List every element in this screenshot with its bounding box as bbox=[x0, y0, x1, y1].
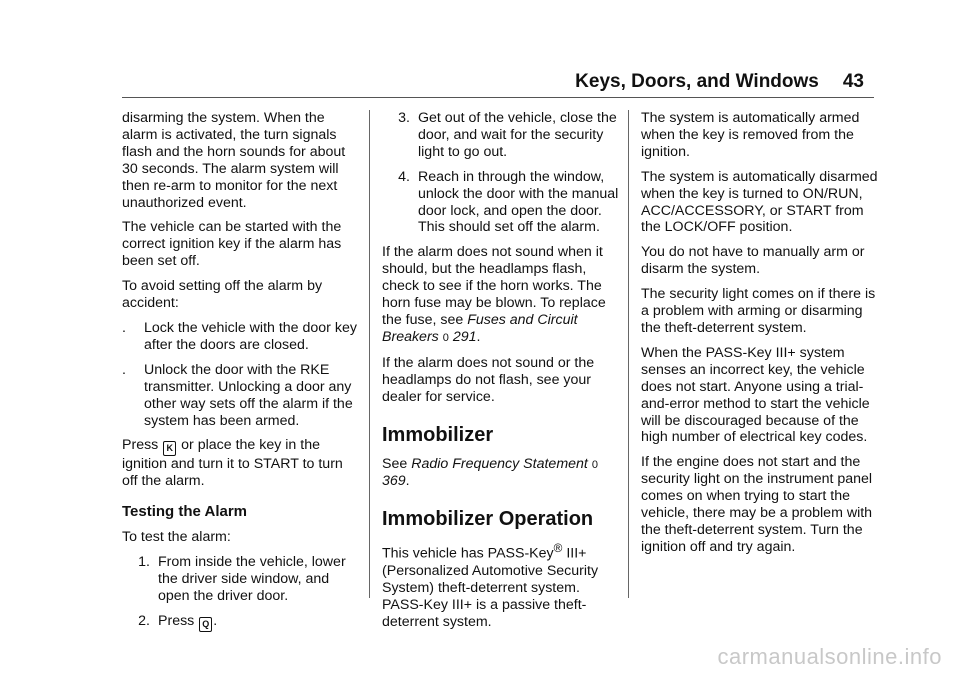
step-text: From inside the vehicle, lower the driver side window, and open the driver door. bbox=[158, 554, 346, 604]
paragraph: You do not have to manually arm or disarm the system. bbox=[641, 244, 865, 278]
column-1 bbox=[122, 110, 358, 640]
step-number: 2. bbox=[138, 612, 150, 629]
see-label: See bbox=[382, 455, 408, 472]
bullet-text: Lock the vehicle with the door key after the doors are closed. bbox=[144, 319, 357, 353]
paragraph: If the alarm does not sound when it should, but the headlamps flash, check to see if the horn works. The horn fuse may be blown. To replace the fuse, see Fuses and Circuit Breakers 0 291. bbox=[382, 244, 606, 345]
period: . bbox=[213, 612, 218, 629]
pass-key-text: III+ (Personalized Automotive Security System) theft-deterrent system. PASS-Key III+ is a passive theft-deterrent system. bbox=[382, 546, 599, 630]
column-2 bbox=[382, 110, 620, 639]
step-number: 3. bbox=[398, 110, 410, 126]
step-text bbox=[158, 613, 217, 632]
page-ref-arrow-icon: 0 bbox=[591, 458, 598, 471]
bullet-text: Unlock the door with the RKE transmitter. Unlocking a door any other way sets off the alarm if the system has been armed. bbox=[144, 361, 353, 429]
step-text: Reach in through the window, unlock the door with the manual door lock, and open the door. This should set off the alarm. bbox=[418, 168, 619, 236]
paragraph: To test the alarm: bbox=[122, 529, 231, 546]
unlock-icon: K bbox=[163, 441, 176, 456]
press-label: Press bbox=[122, 437, 159, 454]
paragraph: When the PASS-Key III+ system senses an incorrect key, the vehicle does not start. Anyone using a trial-and-error method to start the vehicle will be discouraged because of the high number of electrical key codes. bbox=[641, 344, 870, 446]
step-text: Get out of the vehicle, close the door, and wait for the security light to go out. bbox=[418, 110, 617, 160]
bullet-item bbox=[122, 320, 358, 354]
bullet-marker: . bbox=[122, 319, 126, 336]
bullet-marker: . bbox=[122, 361, 126, 378]
link-radio-frequency-statement[interactable]: Radio Frequency Statement bbox=[411, 455, 588, 472]
page-header bbox=[575, 71, 864, 93]
bullet-item bbox=[122, 362, 358, 430]
step-number: 4. bbox=[398, 168, 410, 185]
pass-key-text: This vehicle has PASS-Key bbox=[382, 546, 554, 563]
heading-immobilizer: Immobilizer bbox=[382, 423, 494, 446]
paragraph: If the engine does not start and the security light on the instrument panel comes on when trying to start the vehicle, there may be a problem with the theft-deterrent system. Turn the ignition off and try again. bbox=[641, 454, 873, 555]
column-divider bbox=[628, 110, 629, 598]
press-label: Press bbox=[158, 612, 195, 629]
link-fuses-circuit-breakers[interactable]: Fuses and Circuit Breakers bbox=[382, 311, 578, 345]
step-item bbox=[122, 613, 358, 632]
heading-immobilizer-operation: Immobilizer Operation bbox=[382, 508, 594, 531]
paragraph: To avoid setting off the alarm by accident: bbox=[122, 278, 323, 312]
step-item bbox=[382, 169, 620, 237]
step-number: 1. bbox=[138, 554, 150, 571]
step-item bbox=[122, 554, 358, 605]
heading-testing-alarm: Testing the Alarm bbox=[122, 503, 248, 521]
paragraph: disarming the system. When the alarm is activated, the turn signals flash and the horn sounds for about 30 seconds. The alarm system will then re-arm to monitor for the next unauthorized event. bbox=[122, 110, 346, 211]
registered-mark: ® bbox=[553, 541, 563, 556]
paragraph bbox=[122, 437, 358, 490]
watermark: carmanualsonline.info bbox=[717, 644, 942, 669]
paragraph: See Radio Frequency Statement 0 369. bbox=[382, 455, 598, 490]
column-3 bbox=[641, 110, 879, 564]
page-ref[interactable]: 369 bbox=[382, 473, 406, 490]
column-divider bbox=[369, 110, 370, 598]
paragraph: The system is automatically disarmed when the key is turned to ON/RUN, ACC/ACCESSORY, or START from the LOCK/OFF position. bbox=[641, 168, 878, 236]
page-number: 43 bbox=[842, 71, 864, 92]
paragraph bbox=[382, 540, 620, 630]
page-ref[interactable]: 291 bbox=[452, 328, 477, 345]
paragraph: The security light comes on if there is a problem with arming or disarming the theft-deterrent system. bbox=[641, 286, 876, 336]
header-rule bbox=[122, 97, 874, 98]
section-title: Keys, Doors, and Windows bbox=[575, 71, 819, 92]
paragraph: The system is automatically armed when the key is removed from the ignition. bbox=[641, 110, 860, 160]
step-item bbox=[382, 110, 620, 161]
page-ref-arrow-icon: 0 bbox=[442, 331, 449, 344]
paragraph: The vehicle can be started with the correct ignition key if the alarm has been set off. bbox=[122, 219, 342, 270]
paragraph: If the alarm does not sound or the headlamps do not flash, see your dealer for service. bbox=[382, 354, 595, 405]
horn-text: If the alarm does not sound when it should, but the headlamps flash, check to see if the horn works. The horn fuse may be blown. To replace the fuse, see bbox=[382, 244, 606, 328]
lock-icon: Q bbox=[199, 617, 212, 632]
press-text: or place the key in the ignition and turn it to START to turn off the alarm. bbox=[122, 437, 343, 490]
